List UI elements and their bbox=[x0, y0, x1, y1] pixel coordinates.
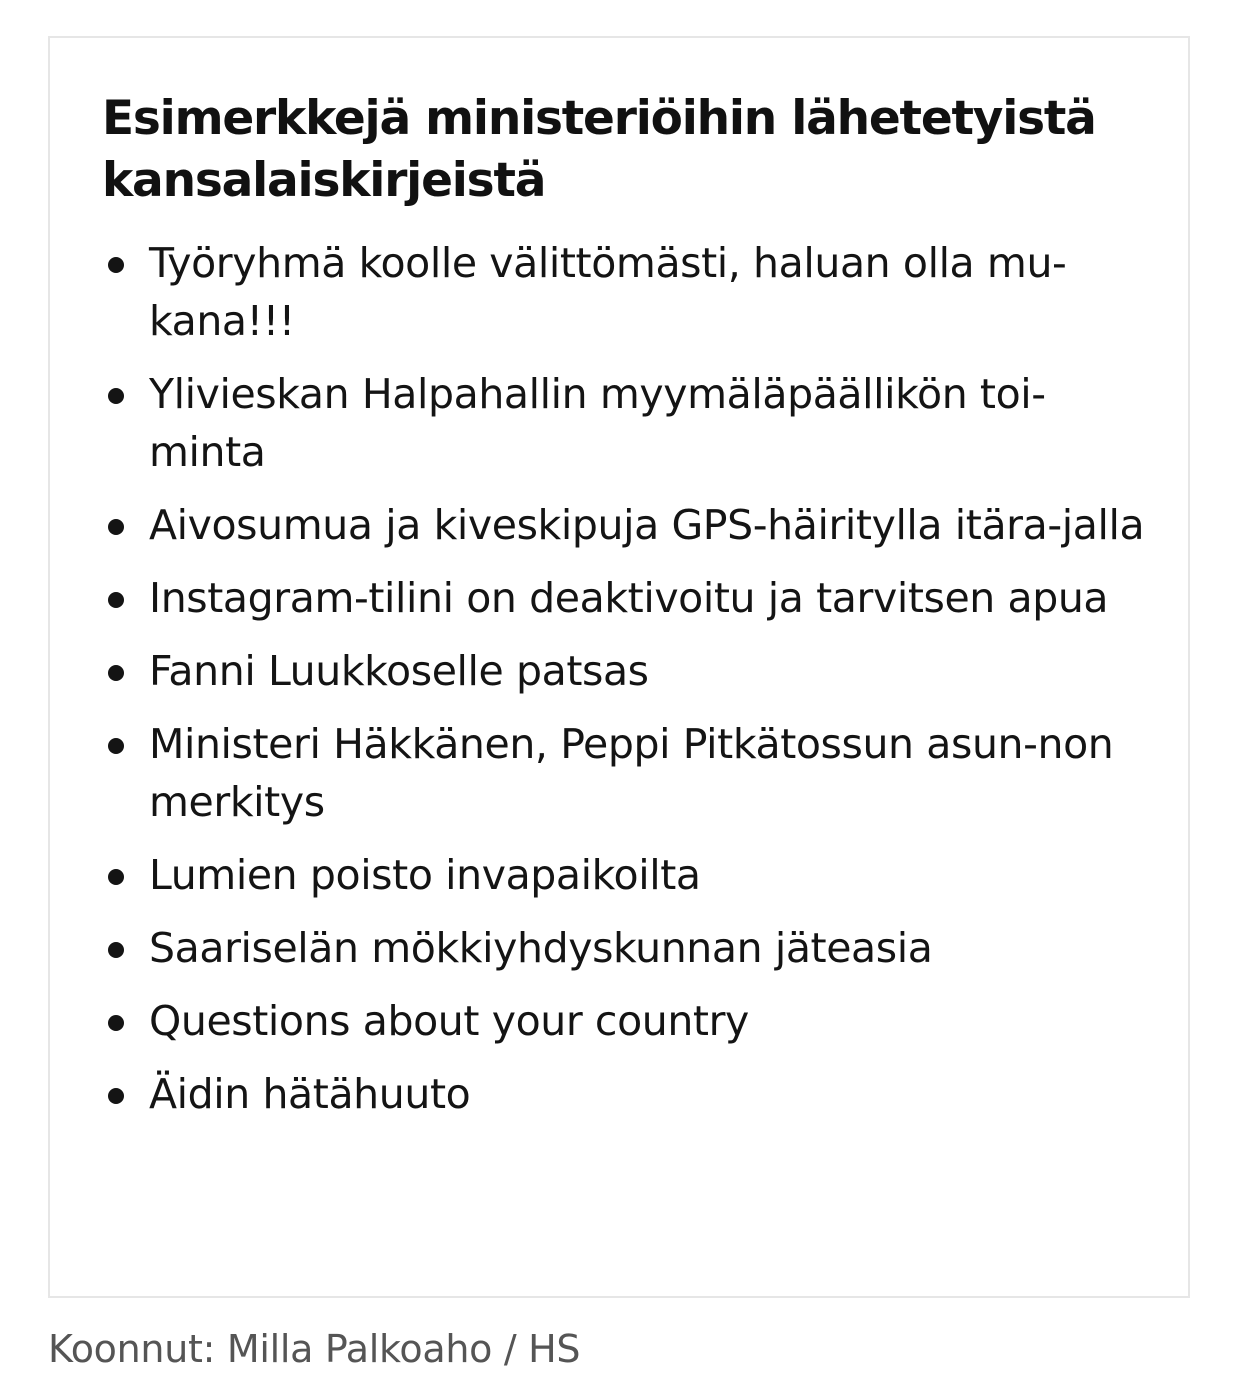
list-item-text: Äidin hätähuuto bbox=[149, 1070, 471, 1118]
list-item bbox=[50, 919, 1150, 977]
list-item bbox=[50, 365, 1150, 481]
list-item-text: Ylivieskan Halpahallin myymäläpäällikön toi-minta bbox=[149, 370, 1046, 476]
list-item bbox=[50, 496, 1150, 554]
letter-list bbox=[50, 234, 1150, 1138]
list-item bbox=[50, 846, 1150, 904]
list-item-text: Lumien poisto invapaikoilta bbox=[149, 851, 701, 899]
box-title: Esimerkkejä ministeriöihin lähetetyistä kansalaiskirjeistä bbox=[102, 91, 1096, 208]
list-item bbox=[50, 234, 1150, 350]
bullet-icon bbox=[108, 257, 124, 273]
bullet-icon bbox=[108, 1015, 124, 1031]
bullet-icon bbox=[108, 942, 124, 958]
info-box bbox=[48, 36, 1190, 1298]
list-item-text: Questions about your country bbox=[149, 997, 749, 1045]
list-item bbox=[50, 992, 1150, 1050]
bullet-icon bbox=[108, 519, 124, 535]
list-item bbox=[50, 569, 1150, 627]
list-item-text: Instagram-tilini on deaktivoitu ja tarvitsen apua bbox=[149, 574, 1109, 622]
bullet-icon bbox=[108, 1088, 124, 1104]
list-item-text: Työryhmä koolle välittömästi, haluan olla mu-kana!!! bbox=[149, 239, 1067, 345]
list-item-text: Saariselän mökkiyhdyskunnan jäteasia bbox=[149, 924, 933, 972]
bullet-icon bbox=[108, 738, 124, 754]
list-item bbox=[50, 715, 1150, 831]
list-item-text: Aivosumua ja kiveskipuja GPS-häiritylla itära-jalla bbox=[149, 501, 1145, 549]
bullet-icon bbox=[108, 592, 124, 608]
credit-caption: Koonnut: Milla Palkoaho / HS bbox=[48, 1327, 581, 1371]
bullet-icon bbox=[108, 869, 124, 885]
list-item-text: Ministeri Häkkänen, Peppi Pitkätossun asun-non merkitys bbox=[149, 720, 1114, 826]
bullet-icon bbox=[108, 665, 124, 681]
list-item bbox=[50, 642, 1150, 700]
list-item bbox=[50, 1065, 1150, 1123]
bullet-icon bbox=[108, 388, 124, 404]
list-item-text: Fanni Luukkoselle patsas bbox=[149, 647, 649, 695]
